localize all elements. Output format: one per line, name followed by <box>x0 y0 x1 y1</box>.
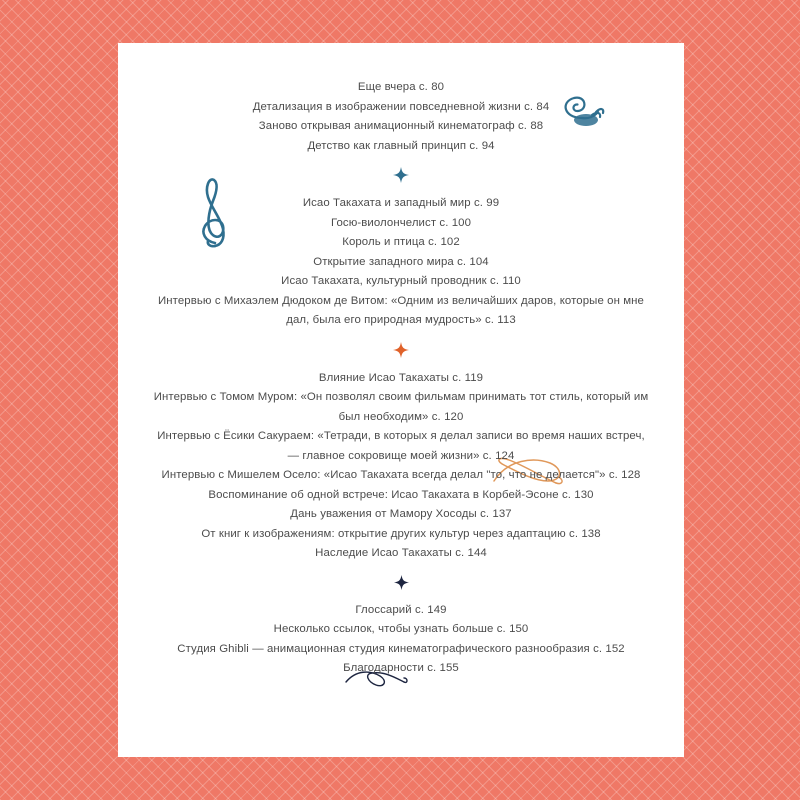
table-of-contents-sheet <box>118 43 684 757</box>
toc-entry[interactable]: От книг к изображениям: открытие других культур через адаптацию с. 138 <box>201 527 601 540</box>
four-point-star-dark-icon <box>146 575 656 590</box>
toc-entry[interactable]: Несколько ссылок, чтобы узнать больше с. 150 <box>273 623 529 635</box>
toc-entry[interactable]: Еще вчера с. 80 <box>357 81 445 93</box>
toc-group-3 <box>146 369 656 564</box>
toc-entry[interactable]: Интервью с Мишелем Осело: «Исао Такахата всегда делал "то, что не делается"» с. 128 <box>161 469 641 481</box>
toc-entry[interactable]: Студия Ghibli — анимационная студия кинематографического разнообразия с. 152 <box>177 642 625 655</box>
toc-group-4 <box>146 601 656 679</box>
toc-entry[interactable]: Король и птица с. 102 <box>342 236 460 248</box>
four-point-star-orange-icon <box>146 342 656 358</box>
toc-entry[interactable]: Воспоминание об одной встрече: Исао Такахата в Корбей-Эсоне с. 130 <box>208 488 594 501</box>
toc-entry[interactable]: Глоссарий с. 149 <box>355 603 447 616</box>
toc-entry[interactable]: Детство как главный принцип с. 94 <box>307 139 495 152</box>
toc-entry[interactable]: Открытие западного мира с. 104 <box>313 255 489 268</box>
toc-entry[interactable]: Дань уважения от Мамору Хосоды с. 137 <box>290 508 512 520</box>
toc-entry[interactable]: Интервью с Томом Муром: «Он позволял своим фильмам принимать тот стиль, который им был необходим» с. 120 <box>153 391 649 423</box>
toc-entry[interactable]: Благодарности с. 155 <box>343 662 459 674</box>
toc-entry[interactable]: Наследие Исао Такахаты с. 144 <box>315 547 487 559</box>
toc-content <box>118 43 684 757</box>
four-point-star-blue-icon <box>146 167 656 183</box>
toc-entry[interactable]: Интервью с Ёсики Сакураем: «Тетради, в которых я делал записи во время наших встреч, — главное сокровище моей жизни» с. 124 <box>157 430 645 462</box>
toc-entry[interactable]: Исао Такахата, культурный проводник с. 110 <box>281 275 521 287</box>
toc-entry[interactable]: Детализация в изображении повседневной жизни с. 84 <box>252 100 550 113</box>
toc-entry[interactable]: Влияние Исао Такахаты с. 119 <box>318 371 484 384</box>
toc-group-1 <box>146 78 656 156</box>
toc-group-2 <box>146 194 656 331</box>
toc-entry[interactable]: Заново открывая анимационный кинематограф с. 88 <box>258 120 544 132</box>
toc-entry[interactable]: Госю-виолончелист с. 100 <box>330 216 472 229</box>
toc-entry[interactable]: Интервью с Михаэлем Дюдоком де Витом: «Одним из величайших даров, которые он мне дал, была его природная мудрость» с. 113 <box>158 294 644 326</box>
toc-entry[interactable]: Исао Такахата и западный мир с. 99 <box>302 197 500 209</box>
